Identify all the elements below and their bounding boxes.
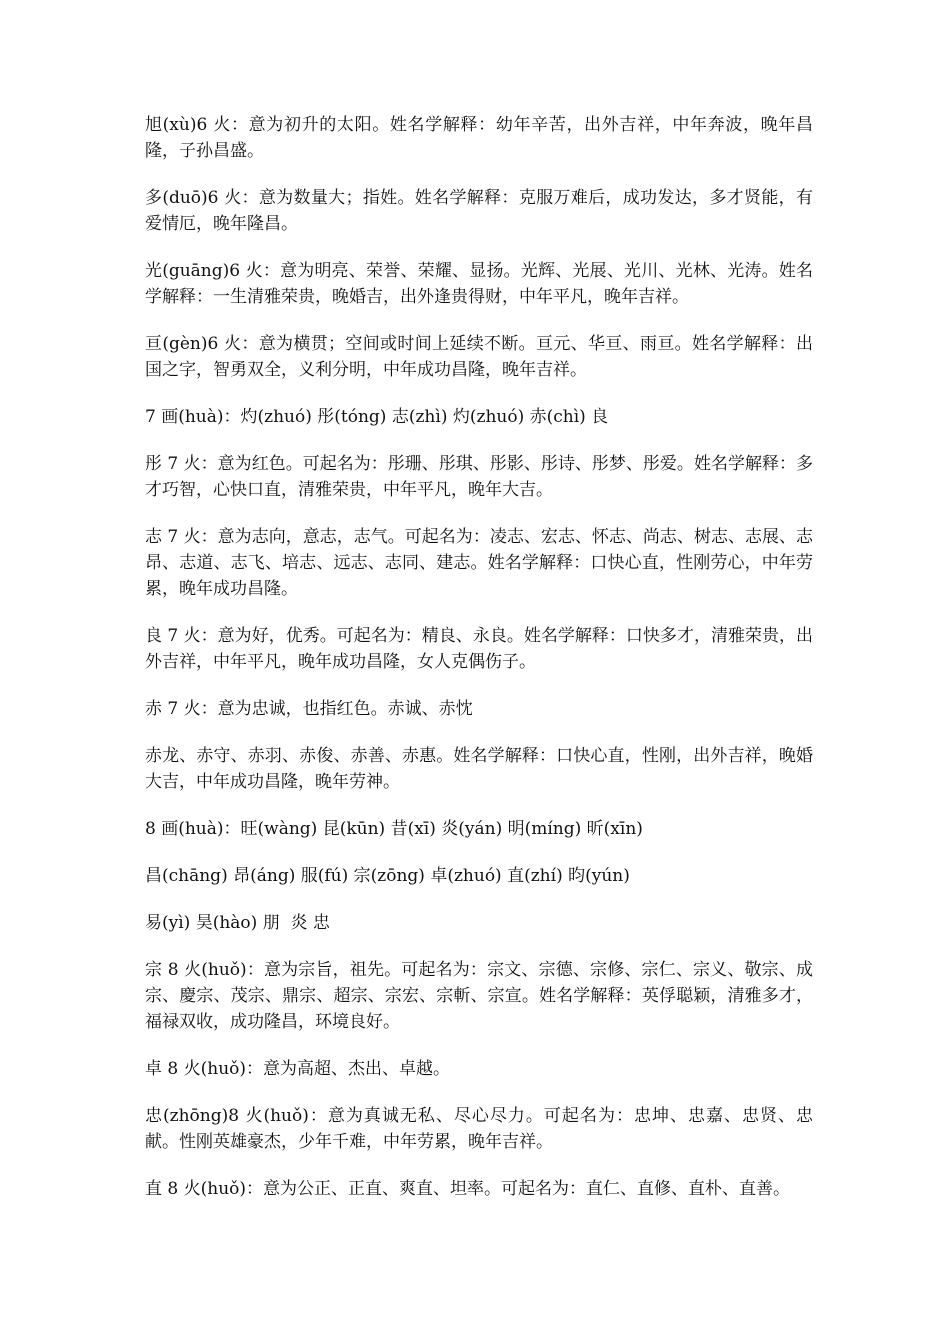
paragraph-duo: 多(duō)6 火：意为数量大；指姓。姓名学解释：克服万难后，成功发达，多才贤能，有爱情厄，晚年隆昌。 (145, 188, 813, 234)
paragraph-zhi-direct: 直 8 火(huǒ)：意为公正、正直、爽直、坦率。可起名为：直仁、直修、直朴、直善。 (145, 1179, 791, 1199)
paragraph-liang: 良 7 火：意为好，优秀。可起名为：精良、永良。姓名学解释：口快多才，清雅荣贵，出外吉祥，中年平凡，晚年成功昌隆，女人克偶伤子。 (145, 626, 813, 672)
heading-7-strokes: 7 画(huà)：灼(zhuó) 彤(tóng) 志(zhì) 灼(zhuó) 赤(chì) 良 (145, 407, 609, 427)
list-8-strokes-line-2: 昌(chāng) 昂(áng) 服(fú) 宗(zōng) 卓(zhuó) 直(zhí) 昀(yún) (145, 866, 630, 886)
paragraph-chi-names: 赤龙、赤守、赤羽、赤俊、赤善、赤惠。姓名学解释：口快心直，性刚，出外吉祥，晚婚大吉，中年成功昌隆，晚年劳神。 (145, 746, 813, 792)
paragraph-tong: 彤 7 火：意为红色。可起名为：彤珊、彤琪、彤影、彤诗、彤梦、彤爱。姓名学解释：多才巧智，心快口直，清雅荣贵，中年平凡，晚年大吉。 (145, 454, 813, 500)
document-body (145, 112, 813, 1223)
paragraph-chi: 赤 7 火：意为忠诚，也指红色。赤诚、赤忱 (145, 699, 473, 719)
heading-8-strokes: 8 画(huà)：旺(wàng) 昆(kūn) 昔(xī) 炎(yán) 明(míng) 昕(xīn) (145, 819, 643, 839)
paragraph-guang: 光(guāng)6 火：意为明亮、荣誉、荣耀、显扬。光辉、光展、光川、光林、光涛。姓名学解释：一生清雅荣贵，晚婚吉，出外逢贵得财，中年平凡，晚年吉祥。 (145, 261, 813, 307)
paragraph-zhuo: 卓 8 火(huǒ)：意为高超、杰出、卓越。 (145, 1059, 451, 1079)
paragraph-zong: 宗 8 火(huǒ)：意为宗旨，祖先。可起名为：宗文、宗德、宗修、宗仁、宗义、敬宗、成宗、慶宗、茂宗、鼎宗、超宗、宗宏、宗斬、宗宣。姓名学解释：英俘聪颖，清雅多才，福禄双收，成功隆昌，环境良好。 (145, 960, 813, 1032)
paragraph-zhi: 志 7 火：意为志向，意志，志气。可起名为：凌志、宏志、怀志、尚志、树志、志展、志昂、志道、志飞、培志、远志、志同、建志。姓名学解释：口快心直，性刚劳心，中年劳累，晚年成功昌隆。 (145, 527, 813, 599)
list-8-strokes-line-3: 易(yì) 昊(hào) 朋 炎 忠 (145, 913, 330, 933)
paragraph-gen: 亘(gèn)6 火：意为横贯；空间或时间上延续不断。亘元、华亘、雨亘。姓名学解释：出国之字，智勇双全，义利分明，中年成功昌隆，晚年吉祥。 (145, 334, 813, 380)
paragraph-zhong: 忠(zhōng)8 火(huǒ)：意为真诚无私、尽心尽力。可起名为：忠坤、忠嘉、忠贤、忠献。性刚英雄豪杰，少年千难，中年劳累，晚年吉祥。 (145, 1106, 813, 1152)
paragraph-xu: 旭(xù)6 火：意为初升的太阳。姓名学解释：幼年辛苦，出外吉祥，中年奔波，晚年昌隆，子孙昌盛。 (145, 115, 813, 161)
